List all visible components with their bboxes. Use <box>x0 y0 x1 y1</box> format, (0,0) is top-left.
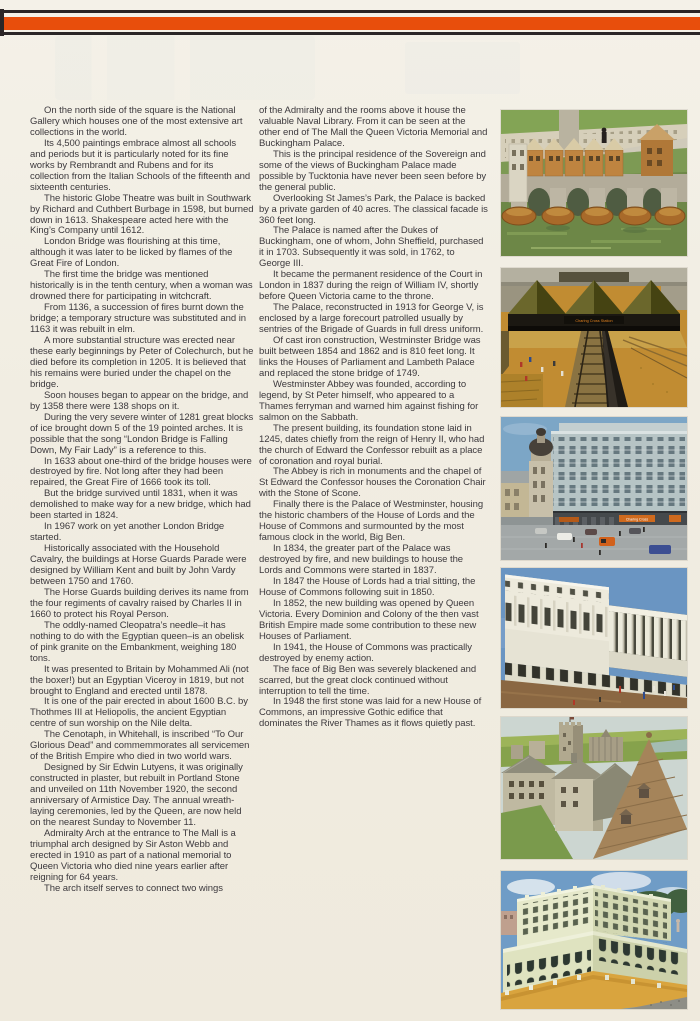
photo-classical-building-model <box>501 871 687 1009</box>
paragraph: During the very severe winter of 1281 great blocks of ice brought down 5 of the 19 pointed arches. It is possible that the song “London Bridge is Falling Down, My Fair Lady” is a reference to this. <box>30 411 254 456</box>
photo-charing-cross-hotel-model <box>501 417 687 560</box>
paragraph: The Cenotaph, in Whitehall, is inscribed “To Our Glorious Dead” and commemmorates all servicemen of the British Empire who died in two world wars. <box>30 729 250 763</box>
print-showthrough <box>55 36 315 100</box>
scan-edge-mark <box>0 9 4 36</box>
paragraph: It is one of the pair erected in about 1600 B.C. by Thothmes III at Heliopolis, the ancient Egyptian centre of sun worship on the Nile delta. <box>30 696 248 730</box>
hotel-sign: Charing Cross <box>625 517 649 522</box>
paragraph: Designed by Sir Edwin Lutyens, it was originally constructed in plaster, but rebuilt in Portland Stone and unveiled on 11th November 1920, the second anniversary of Armistice Day. The annual wreath-laying ceremonies, led by the Queen, are now held on the nearest Sunday to November 11. <box>30 762 243 828</box>
paragraph: In 1967 work on yet another London Bridge started. <box>30 521 225 544</box>
paragraph: The Abbey is rich in monuments and the chapel of St Edward the Confessor houses the Coronation Chair with the Stone of Scone. <box>259 466 486 500</box>
paragraph: But the bridge survived until 1831, when it was demolished to make way for a new bridge, which had been started in 1824. <box>30 488 251 522</box>
paragraph: It became the permanent residence of the Court in London in 1837 during the reign of William IV, shortly before Queen Victoria came to the throne. <box>259 269 483 303</box>
paragraph: In 1633 about one-third of the bridge houses were destroyed by fire. Not long after they had been repaired, the Great Fire of 1666 took its toll. <box>30 455 252 489</box>
paragraph: The Palace is named after the Dukes of Buckingham, one of whom, John Sheffield, purchased it in 1703. Subsequently it was sold, in 1762, to George III. <box>259 225 484 270</box>
paragraph: The arch itself serves to connect two wings <box>44 882 223 894</box>
paragraph: The historic Globe Theatre was built in Southwark by Richard and Cuthbert Burbage in 1598, but burned down in 1613. Shakespeare acted here with the King’s Company until 1612. <box>30 192 254 237</box>
paragraph: London Bridge was flourishing at this time, although it was later to be licked by flames of the Great Fire of London. <box>30 236 233 270</box>
paragraph: Finally there is the Palace of Westminster, housing the historic chambers of the House of Lords and the House of Commons and surmounted by the most famous clock in the world, Big Ben. <box>259 499 484 544</box>
paragraph: In 1941, the House of Commons was practically destroyed by enemy action. <box>259 641 472 664</box>
top-rule-upper <box>0 10 700 13</box>
paragraph: The oddly-named Cleopatra’s needle–it has nothing to do with the Egyptian queen–is an obelisk of pink granite on the Embankment, weighing 180 tons. <box>30 619 244 664</box>
article-left-column <box>30 106 254 895</box>
article-right-column <box>259 106 488 730</box>
paragraph: The present building, its foundation stone laid in 1245, dates chiefly from the reign of Henry II, who had the church of Edward the Confessor rebuilt as a place of coronation and royal burial. <box>259 422 485 467</box>
paragraph: In 1834, the greater part of the Palace was destroyed by fire, and new buildings to house the Lords and Commons were started in 1837. <box>259 543 464 577</box>
photo-colonnaded-terrace-model <box>501 568 687 708</box>
paragraph: Historically associated with the Household Cavalry, the buildings at Horse Guards Parade were designed by William Kent and built by John Vardy between 1750 and 1760. <box>30 543 247 587</box>
paragraph: of the Admiralty and the rooms above it house the valuable Naval Library. From it can be seen at the other end of The Mall the Queen Victoria Memorial and Buckingham Palace. <box>259 105 488 149</box>
paragraph: In 1847 the House of Lords had a trial sitting, the House of Commons following suit in 1850. <box>259 575 476 598</box>
paragraph: Of cast iron construction, Westminster Bridge was built between 1854 and 1862 and is 810 feet long. It links the Houses of Parliament and Lambeth Palace and replaced the stone bridge of 1749. <box>259 335 481 379</box>
paragraph: From 1136, a succession of fires burnt down the bridge; a temporary structure was substituted and in 1163 it was rebuilt in elm. <box>30 302 247 336</box>
paragraph: Westminster Abbey was founded, according to legend, by St Peter himself, who appeared to a Thames ferryman and warned him against fishing for salmon on the Sabbath. <box>259 378 479 423</box>
paragraph: Its 4,500 paintings embrace almost all schools and periods but it is particularly noted for its fine works by Rembrandt and Rubens and for its collection from the Italian Schools of the fifteenth and sixteenth centuries. <box>30 137 251 193</box>
paragraph: The Palace, reconstructed in 1913 for George V, is enclosed by a large forecourt patrolled usually by sentries of the Brigade of Guards in full dress uniform. <box>259 302 484 336</box>
paragraph: The face of Big Ben was severely blackened and scarred, but the great clock continued without interruption to tell the time. <box>259 663 477 697</box>
print-showthrough <box>405 42 520 94</box>
paragraph: Overlooking St James’s Park, the Palace is backed by a private garden of 40 acres. The classical facade is 360 feet long. <box>259 192 488 226</box>
station-sign: Charing Cross Station <box>575 319 613 323</box>
paragraph: In 1852, the new building was opened by Queen Victoria. Every Dominion and Colony of the then vast British Empire made some contribution to these new Houses of Parliament. <box>259 597 479 642</box>
paragraph: The Horse Guards building derives its name from the four regiments of cavalry raised by Charles II in 1660 to protect his Royal Person. <box>30 586 249 620</box>
paragraph: A more substantial structure was erected near these early beginnings by Peter of Colechurch, but he died before its completion in 1205. It is believed that his remains were buried under the chapel on the bridge. <box>30 335 254 390</box>
paragraph: This is the principal residence of the Sovereign and some of the views of Buckingham Palace made possible by Tucktonia have never been seen before by the general public. <box>259 148 487 193</box>
photo-old-london-bridge-model <box>501 110 687 256</box>
photo-old-town-and-castle-model <box>501 717 687 859</box>
paragraph: Admiralty Arch at the entrance to The Mall is a triumphal arch designed by Sir Aston Webb and erected in 1910 as part of a national memorial to Queen Victoria who died nine years earlier after reigning for 64 years. <box>30 827 236 883</box>
top-rule-lower <box>0 32 700 35</box>
paragraph: Soon houses began to appear on the bridge, and by 1358 there were 138 shops on it. <box>30 389 249 412</box>
paragraph: It was presented to Britain by Mohammed Ali (not the boxer!) but an Egyptian Viceroy in 1819, but not brought to England and erected until 1878. <box>30 663 249 697</box>
photo-charing-cross-station-model <box>501 268 687 407</box>
paragraph: In 1948 the first stone was laid for a new House of Commons, an impressive Gothic edifice that dominates the River Thames as it flows quietly past. <box>259 696 482 730</box>
paragraph: On the north side of the square is the National Gallery which houses one of the most extensive art collections in the world. <box>30 105 243 138</box>
paragraph: The first time the bridge was mentioned historically is in the tenth century, when a woman was drowned there for participating in witchcraft. <box>30 269 253 303</box>
orange-accent-stripe <box>0 17 700 30</box>
